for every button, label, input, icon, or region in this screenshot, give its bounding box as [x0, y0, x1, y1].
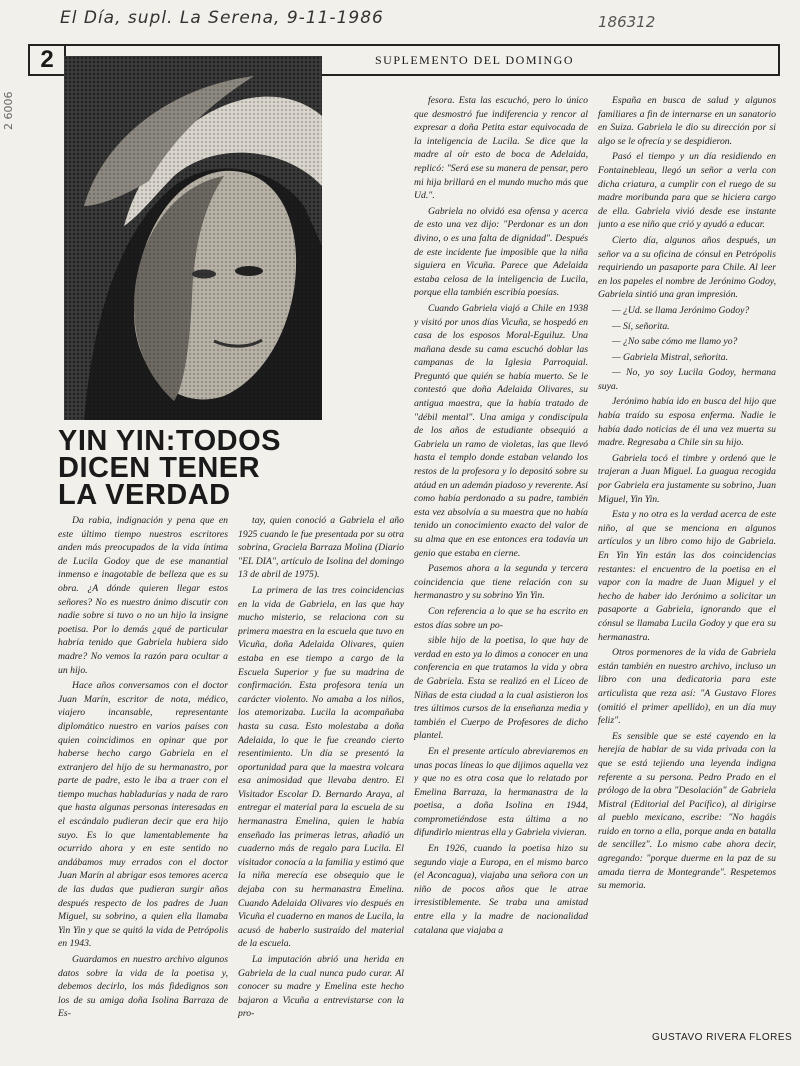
headline-line-1: YIN YIN:TODOS: [58, 425, 281, 457]
paragraph: sible hijo de la poetisa, lo que hay de verdad en esto ya lo dimos a conocer en una conferencia en que tratamos la vida y obra de Gabriela. Esta se realizó en el Liceo de Niñas de esta ciudad a la cual asistieron los tres últimos cursos de la enseñanza media y también el Cuerpo de Profesores de dicho plantel.: [414, 635, 588, 742]
portrait-photo: [64, 56, 322, 420]
paragraph: La imputación abrió una herida en Gabriela de la cual nunca pudo curar. Al conocer su madre y Emelina este hecho bajaron a Vicuña a entrevistarse con la pro-: [238, 954, 404, 1020]
paragraph: En 1926, cuando la poetisa hizo su segundo viaje a Europa, en el mismo barco (el Aconcagua), viajaba una señora con un niño de pocos años que le atrae irresistiblemente. Se traba una amistad entre ella y la madre de nacionalidad catalana que viajaba a: [414, 843, 588, 936]
paragraph: Jerónimo había ido en busca del hijo que había traído su esposa enferma. Nadie le había dado noticias de él una vez muerta su madre. Regresaba a Chile sin su hijo.: [598, 396, 776, 449]
paragraph: En el presente artículo abreviaremos en unas pocas líneas lo que dijimos aquella vez y que no es otra cosa que lo relatado por Emelina Barraza, la hermanastra de la poetisa, a doña Isolina en 1944, comprometiéndose esta última a no difundirlo mientras ella y Gabriela vivieran.: [414, 745, 588, 839]
text-column-3: [414, 94, 588, 1062]
headline-line-2: DICEN TENER: [58, 452, 261, 484]
paragraph: — ¿Ud. se llama Jerónimo Godoy?: [612, 304, 750, 316]
paragraph: La primera de las tres coincidencias en la vida de Gabriela, en las que hay mucho misterio, se relaciona con su primera maestra en la escuela que tuvo en Vicuña, doña Adelaida Olivares, quien estaba en ese tiempo a cargo de la Escuela Superior y fue su madrina de confirmación. Esta profesora tenía un carácter violento. No amaba a los niños, los atemorizaba. Lucila la acompañaba hasta su casa. Esto molestaba a doña Adelaida, lo que le fue creando cierto resentimiento. Un día se presentó la oportunidad para que la maestra volcara esa animosidad que llevaba dentro. El Visitador Escolar D. Bernardo Araya, al entregar el material para la escuela de su hermanastra Emelina, quien le había enseñado las primeras letras, añadió un cuaderno más de regalo para Lucila. El visitador conocía a la familia y estimó que la niña merecía ese obsequio que le dejaba con su hermanastra Emelina. Cuando Adelaida Olivares vio después en Vicuña el cuaderno en manos de Lucila, la acusó de haberlo sustraído del material de la escuela.: [238, 584, 404, 950]
text-column-4: [598, 94, 776, 1062]
paragraph: Otros pormenores de la vida de Gabriela están también en nuestro archivo, incluso un libro con una dedicatoria para este articulista que reza así: "A Gustavo Flores (omitió el primer apellido), en un día muy feliz".: [598, 647, 776, 727]
paragraph: Cuando Gabriela viajó a Chile en 1938 y visitó por unos días Vicuña, se hospedó en casa de los esposos Moral-Eguiluz. Una mañana desde su cama escuchó doblar las campanas de la Iglesia Parroquial. Preguntó que quién se había muerto. Se le contestó que doña Adelaida Olivares, su antigua maestra, que la había tratado de "débil mental". Una amiga y condiscípula de los años de estudiante obsequió a Gabriela un ramo de violetas, las que llevó hasta el templo donde estaban velando los restos de la profesora y lo depositó sobre su atáud en un ademán piadoso y reverente. Así como había perdonado a su padre, también esta vez absolvía a su maestra que no había tenido un conocimiento exacto del valor de su alma que en ese entonces era todavía un genio que estaba en cierne.: [414, 302, 588, 559]
article-headline: [58, 425, 328, 511]
author-signature: GUSTAVO RIVERA FLORES: [652, 1032, 793, 1043]
text-column-2: [238, 514, 404, 1062]
paragraph: — ¿No sabe cómo me llamo yo?: [612, 336, 738, 348]
paragraph: Guardamos en nuestro archivo algunos datos sobre la vida de la poetisa y, debemos decirlo, los más fidedignos son los de su amiga doña Isolina Barraza de Es-: [58, 954, 228, 1020]
paragraph: Esta y no otra es la verdad acerca de este niño, al que se menciona en algunos artículos y un libro como hijo de Gabriela. En Yin Yin están las dos coincidencias restantes: el encuentro de la poetisa en el vapor con la madre de Juan Miguel y el hecho de haber ido Jerónimo a solicitar un pasaporte a Gabriela, ignorando que el cónsul se llamaba Lucila Godoy y que era su hermanastra.: [598, 509, 776, 643]
page-number: 2: [30, 46, 66, 74]
portrait-graphic: [64, 56, 322, 420]
paragraph: Gabriela no olvidó esa ofensa y acerca de esto una vez dijo: "Perdonar es un don divino, o es una falta de dignidad". Después de este incidente fue imposible que la niña siguiera en Vicuña. Parece que Adelaida estaba celosa de la inteligencia de Lucila, porque ella también escribía poesías.: [414, 205, 588, 299]
archive-number: 186312: [598, 13, 656, 31]
handwritten-source-note: El Día, supl. La Serena, 9-11-1986: [60, 8, 384, 28]
paragraph: tay, quien conoció a Gabriela el año 1925 cuando le fue presentada por su otra sobrina, Graciela Barraza Molina (Diario "EL DIA", artículo de Isolina del domingo 13 de abril de 1975).: [238, 515, 404, 581]
paragraph: España en busca de salud y algunos familiares a fin de internarse en un sanatorio en Suiza. Gabriela le dio su dirección por si algo se le ofrecía y se despidieron.: [598, 95, 776, 147]
paragraph: — Sí, señorita.: [612, 320, 670, 332]
text-column-1: [58, 514, 228, 1062]
paragraph: Gabriela tocó el timbre y ordenó que le trajeran a Juan Miguel. La guagua recogida por Gabriela era justamente su sobrino, Juan Miguel, Yin Yin.: [598, 452, 776, 505]
paragraph: Da rabia, indignación y pena que en este último tiempo nuestros escritores anden más preocupados de la vida íntima de Lucila Godoy que de ese manantial inmenso e inagotable de belleza que es su obra. ¿A dónde quieren llegar estos señores? No es nuestro ánimo discutir con nadie sobre si tuvo o no un hijo la insigne poetisa. Por lo demás ¿qué de particular habría tenido que Gabriela hubiera sido madre? No vemos la razón para ocultar a un hijo.: [58, 515, 228, 676]
margin-note: 2 6006: [2, 91, 15, 130]
paragraph: Hace años conversamos con el doctor Juan Marín, escritor de nota, médico, viajero incansable, representante diplomático nuestro en varios países con quien coincidimos en opinar que por haberse hecho cargo Gabriela en el extranjero del hijo de su hermanastro, por parte de padre, esto le iba a traer con el tiempo muchas habladurías y nada de raro que hasta algunas personas interesadas en el escándalo pudieran decir que era hijo suyo. Es lo que lamentablemente ha ocurrido ahora y en este sentido no andábamos muy errados con el doctor Juan Marín al abrigar esos temores acerca de las dudas que pudieran surgir años después respecto de los padres de Juan Miguel, su sobrino, a quien ella llamaba Yin Yin y que se quitó la vida de Petrópolis en 1943.: [58, 680, 228, 950]
paragraph: — No, yo soy Lucila Godoy, hermana suya.: [598, 367, 776, 392]
paragraph: Pasemos ahora a la segunda y tercera coincidencia que tiene relación con su hermanastro y su sobrino Yin Yin.: [414, 563, 588, 602]
headline-line-3: LA VERDAD: [58, 479, 231, 511]
supplement-title: SUPLEMENTO DEL DOMINGO: [375, 53, 574, 67]
paragraph: fesora. Esta las escuchó, pero lo único que desmostró fue indiferencia y rencor al expresar a doña Petita estar equivocada de la inteligencia de Lucila. Se dice que la madre al oír esto de boca de Adelaida, replicó: "Será ese su manera de pensar, pero mi hija brillará en el mundo mucho más que Ud.".: [414, 95, 588, 202]
paragraph: Es sensible que se esté cayendo en la herejía de hablar de su vida privada con la que se está tejiendo una leyenda indigna referente a su persona. Pedro Prado en el prólogo de la obra "Desolación" de Gabriela Mistral (Editorial del Pacífico), al dirigirse al pueblo mexicano, escribe: "No hagáis ruido en torno a ella, porque anda en batalla de sencillez". Lo mismo cabe ahora decir, agregando: "porque duerme en la paz de su amada tierra de Montegrande". Respetemos su memoria.: [598, 730, 776, 892]
paragraph: — Gabriela Mistral, señorita.: [612, 351, 728, 363]
paragraph: Con referencia a lo que se ha escrito en estos días sobre un po-: [414, 605, 588, 631]
paragraph: Cierto día, algunos años después, un señor va a su oficina de cónsul en Petrópolis requiriendo un pasaporte para Chile. Al leer en los papeles el nombre de Jerónimo Godoy, Gabriela sintió una gran impresión.: [598, 234, 776, 301]
paragraph: Pasó el tiempo y un día residiendo en Fontainebleau, llegó un señor a verla con dicha criatura, a cumplir con el ruego de su madre moribunda para que se hiciera cargo de ella. Gabriela vivió desde ese instante junto a ese niño que crió y ayudó a educar.: [598, 151, 776, 231]
